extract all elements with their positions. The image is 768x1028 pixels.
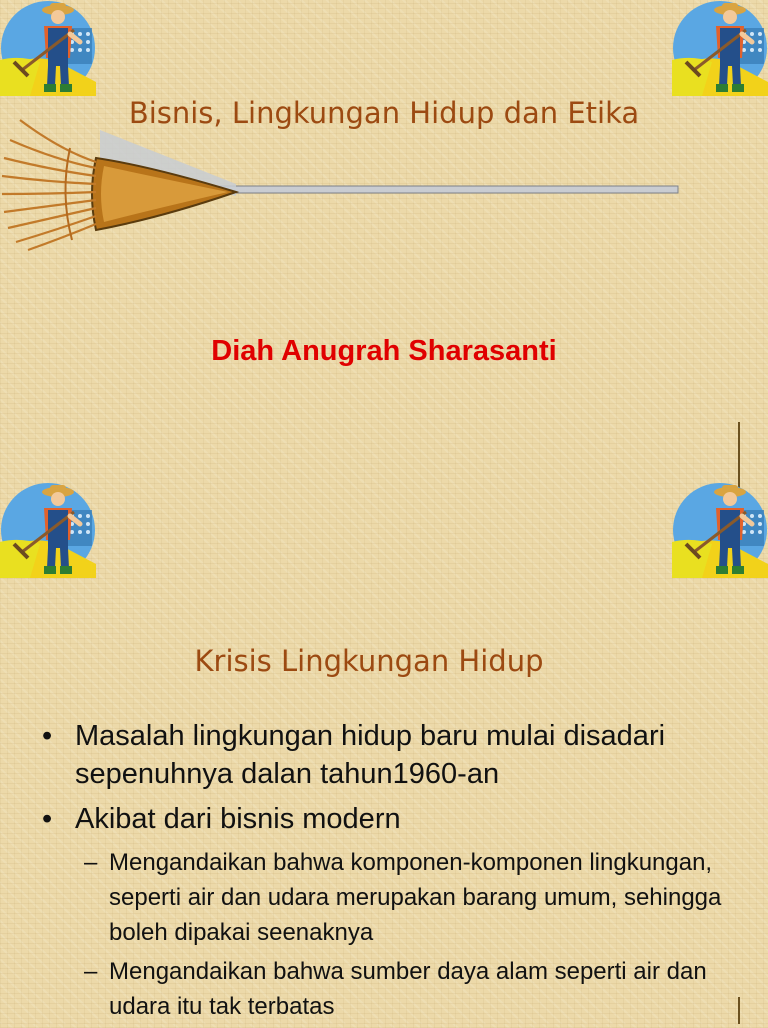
bullet-list — [42, 717, 742, 1028]
list-item — [42, 800, 742, 838]
bullet-icon: • — [42, 720, 53, 752]
farmer-raking-icon — [0, 482, 96, 578]
dash-icon: – — [84, 958, 98, 985]
slide-content — [0, 512, 768, 1024]
divider-line — [738, 997, 740, 1024]
farmer-raking-icon — [0, 0, 96, 96]
sub-list-item — [42, 954, 742, 1024]
farmer-raking-icon — [672, 0, 768, 96]
dash-icon: – — [84, 849, 98, 876]
slide-title: Krisis Lingkungan Hidup — [194, 644, 544, 678]
slide-title: Bisnis, Lingkungan Hidup dan Etika — [128, 96, 640, 130]
slide-title-page — [0, 0, 768, 512]
sub-bullet-text: Mengandaikan bahwa sumber daya alam seperti air dan udara itu tak terbatas — [109, 958, 707, 1020]
rake-icon — [0, 100, 680, 255]
bullet-text: Akibat dari bisnis modern — [75, 803, 401, 835]
bullet-icon: • — [42, 803, 53, 835]
farmer-raking-icon — [672, 482, 768, 578]
list-item — [42, 717, 742, 793]
bullet-text: Masalah lingkungan hidup baru mulai disadari sepenuhnya dalan tahun1960-an — [75, 720, 666, 790]
sub-list-item — [42, 845, 742, 950]
author-name: Diah Anugrah Sharasanti — [211, 335, 557, 367]
sub-bullet-text: Mengandaikan bahwa komponen-komponen lingkungan, seperti air dan udara merupakan barang umum, sehingga boleh dipakai seenaknya — [109, 849, 722, 946]
